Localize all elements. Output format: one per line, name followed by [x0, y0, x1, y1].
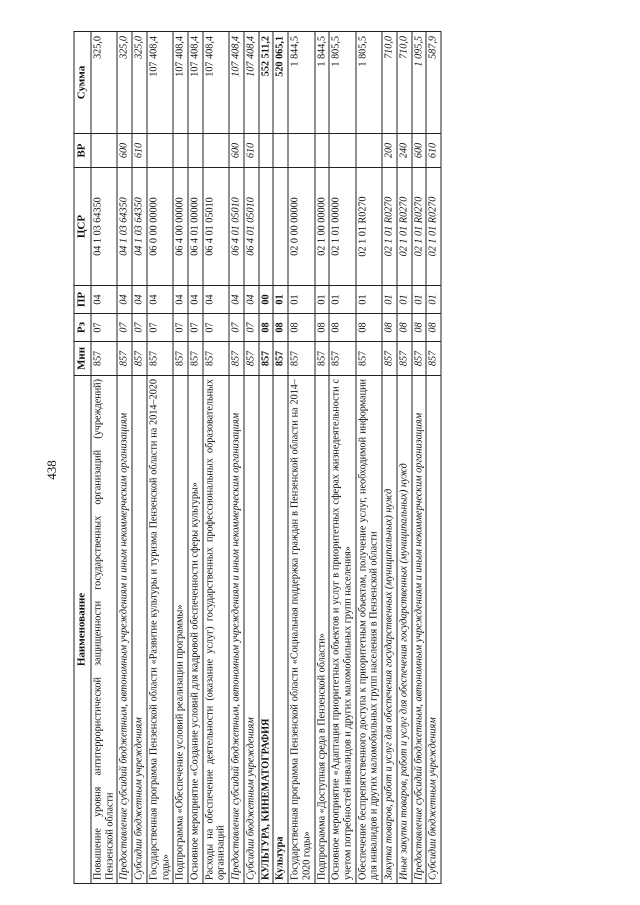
table-row	[412, 32, 427, 884]
table-row	[382, 32, 397, 884]
cell-rz: 08	[329, 314, 355, 342]
table-row	[132, 32, 147, 884]
table-row	[244, 32, 259, 884]
cell-min: 857	[426, 342, 441, 376]
cell-vr	[329, 134, 355, 168]
header-csr: ЦСР	[74, 168, 91, 286]
cell-pr: 04	[188, 286, 203, 314]
cell-vr	[203, 134, 229, 168]
cell-min: 857	[117, 342, 132, 376]
cell-vr	[147, 134, 173, 168]
cell-name: Предоставление субсидий бюджетным, автономным учреждениям и иным некоммерческим организациям	[117, 376, 132, 884]
header-min: Мин	[74, 342, 91, 376]
cell-sum: 520 065,1	[273, 32, 288, 134]
cell-name: Подпрограмма «Доступная среда в Пензенской области»	[315, 376, 330, 884]
page-number: 438	[44, 460, 59, 480]
cell-min: 857	[147, 342, 173, 376]
cell-csr: 06 4 01 05010	[203, 168, 229, 286]
cell-csr: 02 1 01 R0270	[356, 168, 382, 286]
header-pr: ПР	[74, 286, 91, 314]
cell-sum: 325,0	[117, 32, 132, 134]
cell-name: Иные закупки товаров, работ и услуг для обеспечения государственных (муниципальных) нужд	[397, 376, 412, 884]
cell-csr: 06 0 00 00000	[147, 168, 173, 286]
cell-name: Повышение уровня антитеррористической защищенности государственных организаций (учреждений) Пензенской области	[91, 376, 117, 884]
cell-rz: 08	[315, 314, 330, 342]
header-rz: Рз	[74, 314, 91, 342]
cell-min: 857	[91, 342, 117, 376]
cell-csr	[259, 168, 274, 286]
cell-csr: 02 1 01 R0270	[426, 168, 441, 286]
cell-sum: 325,0	[91, 32, 117, 134]
header-sum: Сумма	[74, 32, 91, 134]
cell-vr	[273, 134, 288, 168]
cell-sum: 1 805,5	[329, 32, 355, 134]
table-row	[188, 32, 203, 884]
cell-name: Культура	[273, 376, 288, 884]
cell-min: 857	[382, 342, 397, 376]
cell-csr: 04 1 03 64350	[132, 168, 147, 286]
cell-pr: 01	[412, 286, 427, 314]
cell-min: 857	[315, 342, 330, 376]
cell-rz: 08	[426, 314, 441, 342]
cell-csr: 04 1 03 64350	[117, 168, 132, 286]
table-row	[229, 32, 244, 884]
cell-pr: 01	[329, 286, 355, 314]
cell-rz: 08	[259, 314, 274, 342]
cell-sum: 1 095,5	[412, 32, 427, 134]
cell-rz: 07	[91, 314, 117, 342]
cell-pr: 01	[273, 286, 288, 314]
cell-name: КУЛЬТУРА, КИНЕМАТОГРАФИЯ	[259, 376, 274, 884]
cell-pr: 00	[259, 286, 274, 314]
cell-min: 857	[132, 342, 147, 376]
cell-name: Субсидии бюджетным учреждениям	[426, 376, 441, 884]
table-row	[315, 32, 330, 884]
cell-csr: 02 0 00 00000	[288, 168, 314, 286]
table-row	[273, 32, 288, 884]
cell-vr	[315, 134, 330, 168]
cell-sum: 107 408,4	[188, 32, 203, 134]
cell-vr	[288, 134, 314, 168]
cell-pr: 04	[229, 286, 244, 314]
cell-name: Государственная программа Пензенской области «Развитие культуры и туризма Пензенской области на 2014–2020 годы»	[147, 376, 173, 884]
cell-pr: 01	[315, 286, 330, 314]
cell-pr: 04	[173, 286, 188, 314]
table-row	[397, 32, 412, 884]
cell-pr: 01	[356, 286, 382, 314]
cell-vr: 600	[117, 134, 132, 168]
cell-sum: 587,9	[426, 32, 441, 134]
cell-name: Предоставление субсидий бюджетным, автономным учреждениям и иным некоммерческим организациям	[412, 376, 427, 884]
cell-vr	[356, 134, 382, 168]
cell-rz: 08	[412, 314, 427, 342]
table-row	[147, 32, 173, 884]
cell-sum: 107 408,4	[229, 32, 244, 134]
rotated-table-container	[74, 32, 589, 884]
cell-vr: 610	[132, 134, 147, 168]
table-row	[91, 32, 117, 884]
cell-vr: 610	[244, 134, 259, 168]
cell-rz: 07	[117, 314, 132, 342]
cell-vr: 600	[412, 134, 427, 168]
cell-vr: 600	[229, 134, 244, 168]
cell-sum: 107 408,4	[203, 32, 229, 134]
cell-min: 857	[173, 342, 188, 376]
table-row	[356, 32, 382, 884]
cell-rz: 07	[147, 314, 173, 342]
cell-min: 857	[259, 342, 274, 376]
cell-rz: 07	[229, 314, 244, 342]
cell-csr	[273, 168, 288, 286]
cell-pr: 04	[117, 286, 132, 314]
cell-csr: 02 1 01 00000	[329, 168, 355, 286]
cell-pr: 04	[147, 286, 173, 314]
cell-rz: 07	[244, 314, 259, 342]
cell-rz: 08	[356, 314, 382, 342]
cell-name: Субсидии бюджетным учреждениям	[244, 376, 259, 884]
cell-vr	[259, 134, 274, 168]
cell-min: 857	[412, 342, 427, 376]
cell-min: 857	[288, 342, 314, 376]
table-row	[173, 32, 188, 884]
cell-rz: 07	[203, 314, 229, 342]
cell-name: Закупка товаров, работ и услуг для обеспечения государственных (муниципальных) нужд	[382, 376, 397, 884]
cell-name: Подпрограмма «Обеспечение условий реализации программы»	[173, 376, 188, 884]
cell-vr: 240	[397, 134, 412, 168]
cell-csr: 04 1 03 64350	[91, 168, 117, 286]
cell-pr: 04	[91, 286, 117, 314]
cell-pr: 01	[288, 286, 314, 314]
cell-pr: 01	[397, 286, 412, 314]
cell-rz: 07	[173, 314, 188, 342]
table-row	[329, 32, 355, 884]
cell-pr: 04	[203, 286, 229, 314]
cell-vr: 610	[426, 134, 441, 168]
cell-csr: 02 1 01 R0270	[397, 168, 412, 286]
cell-min: 857	[229, 342, 244, 376]
cell-min: 857	[203, 342, 229, 376]
cell-vr	[173, 134, 188, 168]
cell-name: Основное мероприятие «Создание условий для кадровой обеспеченности сферы культуры»	[188, 376, 203, 884]
cell-csr: 02 1 01 R0270	[412, 168, 427, 286]
cell-csr: 02 1 00 00000	[315, 168, 330, 286]
cell-pr: 04	[244, 286, 259, 314]
cell-pr: 01	[382, 286, 397, 314]
cell-sum: 325,0	[132, 32, 147, 134]
header-vr: ВР	[74, 134, 91, 168]
cell-min: 857	[273, 342, 288, 376]
cell-rz: 08	[288, 314, 314, 342]
cell-vr	[91, 134, 117, 168]
cell-sum: 710,0	[397, 32, 412, 134]
cell-csr: 06 4 00 00000	[173, 168, 188, 286]
cell-sum: 107 408,4	[147, 32, 173, 134]
cell-rz: 08	[273, 314, 288, 342]
table-row	[288, 32, 314, 884]
cell-csr: 06 4 01 05010	[244, 168, 259, 286]
header-name: Наименование	[74, 376, 91, 884]
cell-rz: 07	[132, 314, 147, 342]
cell-sum: 107 408,4	[244, 32, 259, 134]
cell-csr: 06 4 01 00000	[188, 168, 203, 286]
cell-sum: 107 408,4	[173, 32, 188, 134]
cell-min: 857	[188, 342, 203, 376]
cell-sum: 1 805,5	[356, 32, 382, 134]
table-row	[117, 32, 132, 884]
cell-min: 857	[244, 342, 259, 376]
cell-name: Субсидии бюджетным учреждениям	[132, 376, 147, 884]
table-row	[259, 32, 274, 884]
cell-sum: 1 844,5	[315, 32, 330, 134]
table-body	[91, 32, 441, 884]
cell-vr	[188, 134, 203, 168]
cell-rz: 08	[382, 314, 397, 342]
cell-csr: 02 1 01 R0270	[382, 168, 397, 286]
cell-rz: 08	[397, 314, 412, 342]
table-header-row	[74, 32, 91, 884]
cell-name: Государственная программа Пензенской области «Социальная поддержка граждан в Пензенской области на 2014–2020 годы»	[288, 376, 314, 884]
cell-name: Расходы на обеспечение деятельности (оказание услуг) государственных профессиональных образовательных организаций	[203, 376, 229, 884]
cell-name: Предоставление субсидий бюджетным, автономным учреждениям и иным некоммерческим организациям	[229, 376, 244, 884]
cell-sum: 552 511,2	[259, 32, 274, 134]
cell-csr: 06 4 01 05010	[229, 168, 244, 286]
cell-min: 857	[356, 342, 382, 376]
cell-pr: 01	[426, 286, 441, 314]
cell-min: 857	[397, 342, 412, 376]
cell-sum: 1 844,5	[288, 32, 314, 134]
cell-name: Основное мероприятие «Адаптация приоритетных объектов и услуг в приоритетных сферах жизнедеятельности с учетом потребностей инвалидов и других маломобильных групп населения»	[329, 376, 355, 884]
cell-min: 857	[329, 342, 355, 376]
table-row	[203, 32, 229, 884]
cell-name: Обеспечение беспрепятственного доступа к приоритетным объектам, получение услуг, необходимой информации для инвалидов и других маломобильных групп населения в Пензенской области	[356, 376, 382, 884]
cell-vr: 200	[382, 134, 397, 168]
cell-rz: 07	[188, 314, 203, 342]
budget-table	[74, 31, 442, 884]
cell-pr: 04	[132, 286, 147, 314]
table-row	[426, 32, 441, 884]
cell-sum: 710,0	[382, 32, 397, 134]
